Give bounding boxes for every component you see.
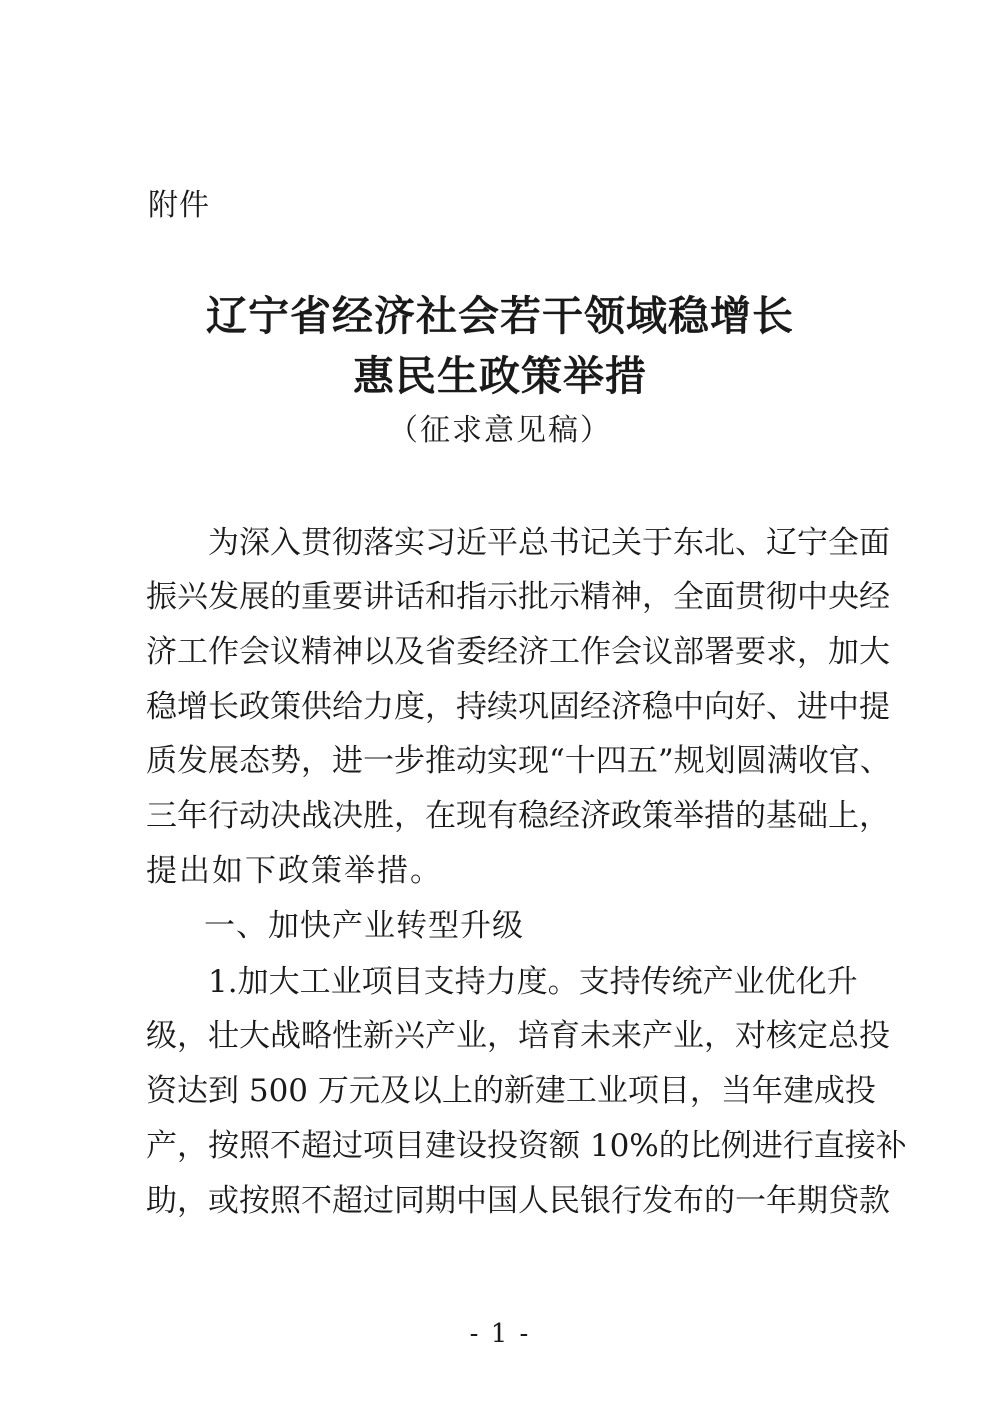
- item-line: 资达到 500 万元及以上的新建工业项目，当年建成投: [146, 1073, 876, 1109]
- attachment-label: 附件: [148, 188, 210, 223]
- item-line: 1.加大工业项目支持力度。支持传统产业优化升: [208, 964, 858, 1000]
- document-title-line-1: 辽宁省经济社会若干领域稳增长: [206, 292, 794, 340]
- intro-line: 振兴发展的重要讲话和指示批示精神，全面贯彻中央经: [146, 579, 890, 615]
- page-number: - 1 -: [469, 1319, 531, 1349]
- intro-line: 稳增长政策供给力度，持续巩固经济稳中向好、进中提: [146, 689, 890, 725]
- item-line: 产，按照不超过项目建设投资额 10%的比例进行直接补: [146, 1128, 907, 1164]
- document-subtitle: （征求意见稿）: [388, 413, 612, 448]
- intro-line: 提出如下政策举措。: [146, 853, 443, 889]
- item-line: 级，壮大战略性新兴产业，培育未来产业，对核定总投: [146, 1018, 890, 1054]
- item-line: 助，或按照不超过同期中国人民银行发布的一年期贷款: [146, 1183, 890, 1219]
- document-title-line-2: 惠民生政策举措: [353, 352, 647, 400]
- intro-line: 质发展态势，进一步推动实现“十四五”规划圆满收官、: [146, 743, 891, 779]
- intro-line: 济工作会议精神以及省委经济工作会议部署要求，加大: [146, 634, 890, 670]
- intro-line: 为深入贯彻落实习近平总书记关于东北、辽宁全面: [208, 525, 890, 561]
- section-heading: 一、加快产业转型升级: [204, 908, 524, 944]
- intro-line: 三年行动决战决胜，在现有稳经济政策举措的基础上，: [146, 798, 890, 834]
